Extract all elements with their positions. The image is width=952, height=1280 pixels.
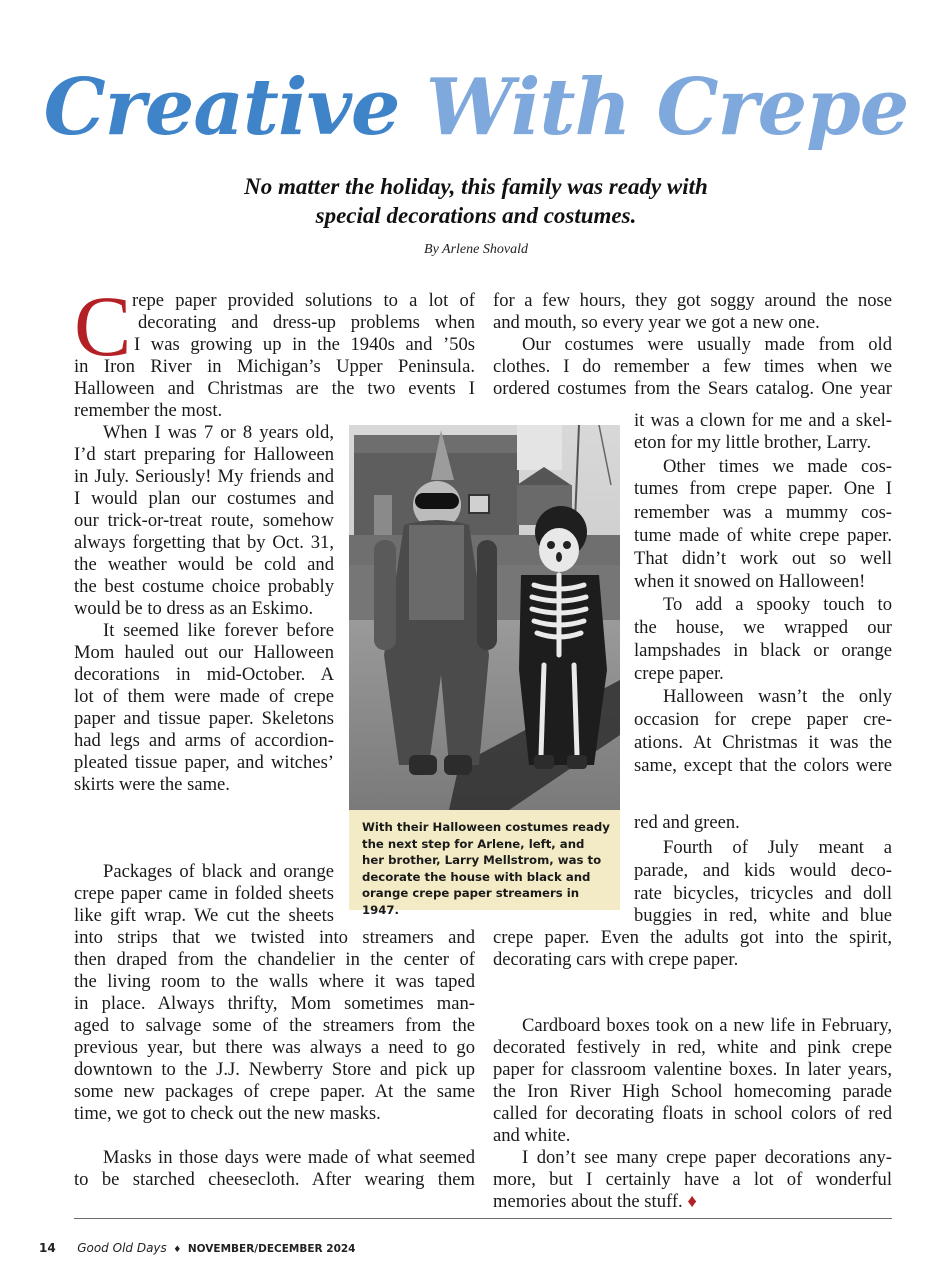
text-line: in July. Seriously! My friends and (74, 466, 334, 487)
title-words-with-crepe: With Crepe (425, 62, 909, 153)
text-line: tumes from crepe paper. One I (634, 478, 892, 499)
text-line: That didn’t work out so well (634, 548, 892, 569)
text-line: crepe paper came in folded sheets (74, 883, 334, 904)
text-line: paper and tissue paper. Skeletons (74, 708, 334, 729)
text-line-content: memories about the stuff. (493, 1191, 683, 1212)
text-line: red and green. (634, 812, 740, 833)
photo-caption (362, 819, 617, 918)
text-line: I’d start preparing for Halloween (74, 444, 334, 465)
text-line: lot of them were made of crepe (74, 686, 334, 707)
issue-date: NOVEMBER/DECEMBER 2024 (187, 1243, 356, 1255)
text-line: repe paper provided solutions to a lot of (132, 290, 475, 311)
text-line: clothes. I do remember a few times when we (493, 356, 892, 377)
text-line: tume made of white crepe paper. (634, 525, 892, 546)
text-line: crepe paper. (634, 663, 724, 684)
caption-line: decorate the house with black and (362, 869, 591, 884)
text-line: the living room to the walls where it was taped (74, 971, 475, 992)
text-line: the best costume choice probably (74, 576, 334, 597)
text-line: decorations in mid-October. A (74, 664, 334, 685)
text-line: decorated festively in red, white and pink crepe (493, 1037, 892, 1058)
text-line: occasion for crepe paper cre- (634, 709, 892, 730)
text-line: parade, and kids would deco- (634, 860, 892, 881)
text-line: Packages of black and orange (103, 861, 334, 882)
text-line: Masks in those days were made of what seemed (103, 1147, 475, 1168)
text-line: called for decorating floats in school colors of red (493, 1103, 892, 1124)
text-line: lampshades in black or orange (634, 640, 892, 661)
subtitle-line: No matter the holiday, this family was ready with (244, 174, 708, 199)
caption-line: the next step for Arlene, left, and (362, 836, 585, 851)
drop-cap: C (74, 278, 132, 374)
text-line: in place. Always thrifty, Mom sometimes man- (74, 993, 475, 1014)
end-mark-diamond-icon: ♦ (687, 1191, 697, 1212)
text-line: had legs and arms of accordion- (74, 730, 334, 751)
text-line: and mouth, so every year we got a new one. (493, 312, 820, 333)
byline: By Arlene Shovald (424, 242, 528, 257)
text-line: ordered costumes from the Sears catalog. One year (493, 378, 892, 399)
subtitle-line: special decorations and costumes. (315, 203, 637, 228)
title-word-creative: Creative (43, 62, 400, 153)
text-line: paper for classroom valentine boxes. In later years, (493, 1059, 892, 1080)
text-line: I don’t see many crepe paper decorations any- (522, 1147, 892, 1168)
text-line: the Iron River High School homecoming parade (493, 1081, 892, 1102)
text-line: it was a clown for me and a skel- (634, 410, 892, 431)
text-line: like gift wrap. We cut the sheets (74, 905, 334, 926)
page-number: 14 (39, 1241, 56, 1255)
text-line: I was growing up in the 1940s and ’50s (134, 334, 475, 355)
text-line: for a few hours, they got soggy around the nose (493, 290, 892, 311)
text-line: decorating and dress-up problems when (138, 312, 475, 333)
text-line: time, we got to check out the new masks. (74, 1103, 381, 1124)
article-subtitle (0, 172, 952, 230)
text-line: Halloween wasn’t the only (663, 686, 892, 707)
vintage-halloween-photo (349, 425, 620, 810)
text-line: Fourth of July meant a (663, 837, 892, 858)
magazine-name: Good Old Days (77, 1241, 167, 1255)
text-line: skirts were the same. (74, 774, 230, 795)
article-title (0, 58, 952, 158)
text-line (493, 1191, 697, 1213)
text-line: To add a spooky touch to (663, 594, 892, 615)
text-line: downtown to the J.J. Newberry Store and pick up (74, 1059, 475, 1080)
text-line: buggies in red, white and blue (634, 905, 892, 926)
text-line: rate bicycles, tricycles and doll (634, 883, 892, 904)
footer-divider (74, 1218, 892, 1219)
text-line: when it snowed on Halloween! (634, 571, 866, 592)
text-line: the house, we wrapped our (634, 617, 892, 638)
text-line: Halloween and Christmas are the two events I (74, 378, 475, 399)
text-line: into strips that we twisted into streamers and (74, 927, 475, 948)
text-line: Our costumes were usually made from old (522, 334, 892, 355)
diamond-separator-icon: ♦ (173, 1245, 182, 1255)
text-line: remember was a mummy cos- (634, 502, 892, 523)
text-line: Other times we made cos- (663, 456, 892, 477)
text-line: would be to dress as an Eskimo. (74, 598, 314, 619)
photo-illustration (349, 425, 620, 810)
text-line: always forgetting that by Oct. 31, (74, 532, 334, 553)
page-footer (39, 1241, 356, 1255)
text-line: decorating cars with crepe paper. (493, 949, 739, 970)
text-line: Cardboard boxes took on a new life in February, (522, 1015, 892, 1036)
text-line: aged to salvage some of the streamers from the (74, 1015, 475, 1036)
caption-line: With their Halloween costumes ready (362, 820, 610, 834)
text-line: in Iron River in Michigan’s Upper Peninsula. (74, 356, 475, 377)
text-line: the weather would be cold and (74, 554, 334, 575)
text-line: When I was 7 or 8 years old, (103, 422, 334, 443)
caption-line: her brother, Larry Mellstrom, was to (362, 853, 602, 867)
text-line: It seemed like forever before (103, 620, 334, 641)
text-line: previous year, but there was always a need to go (74, 1037, 475, 1058)
caption-line: orange crepe paper streamers in 1947. (362, 886, 580, 917)
text-line: I would plan our costumes and (74, 488, 334, 509)
text-line: our trick-or-treat route, somehow (74, 510, 334, 531)
text-line: ations. At Christmas it was the (634, 732, 892, 753)
text-line: Mom hauled out our Halloween (74, 642, 334, 663)
text-line: more, but I certainly have a lot of wonderful (493, 1169, 892, 1190)
text-line: eton for my little brother, Larry. (634, 432, 872, 453)
text-line: to be starched cheesecloth. After wearing them (74, 1169, 475, 1190)
text-line: some new packages of crepe paper. At the same (74, 1081, 475, 1102)
text-line: same, except that the colors were (634, 755, 892, 776)
text-line: then draped from the chandelier in the center of (74, 949, 475, 970)
text-line: pleated tissue paper, and witches’ (74, 752, 334, 773)
text-line: and white. (493, 1125, 571, 1146)
text-line: crepe paper. Even the adults got into the spirit, (493, 927, 892, 948)
text-line: remember the most. (74, 400, 223, 421)
